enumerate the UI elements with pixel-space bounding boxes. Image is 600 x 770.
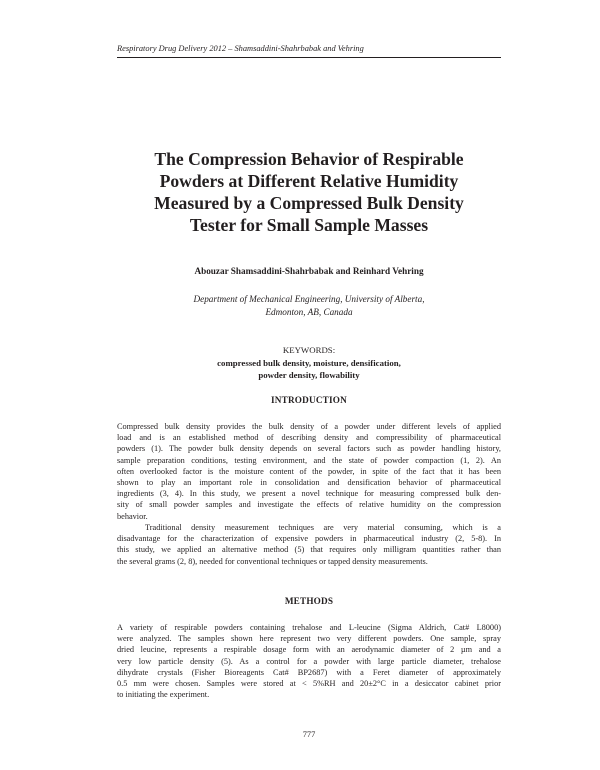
text-line: sity of small powder samples and investigate the effects of relative humidity on the compression [117, 500, 501, 510]
introduction-heading: INTRODUCTION [271, 395, 347, 405]
text-line: to initiating the experiment. [117, 690, 210, 700]
text-line: 0.5 mm were chosen. Samples were stored at < 5%RH and 20±2°C in a desiccator cabinet prior [117, 679, 501, 689]
methods-paragraph-1 [117, 622, 501, 700]
title-line: Powders at Different Relative Humidity [159, 171, 459, 191]
running-head: Respiratory Drug Delivery 2012 – Shamsaddini-Shahrbabak and Vehring [117, 44, 364, 53]
keywords-list-continued: powder density, flowability [258, 370, 360, 380]
text-line: Compressed bulk density provides the bulk density of a powder under different levels of applied [117, 422, 501, 431]
affiliation [117, 293, 501, 319]
text-line: were analyzed. The samples shown here represent two very different powders. One sample, spray [117, 634, 501, 644]
text-line: load and is an established method of describing density and compressibility of pharmaceutical [117, 433, 501, 443]
title-line: Measured by a Compressed Bulk Density [154, 193, 464, 213]
text-line: Traditional density measurement techniques are very material consuming, which is a [145, 523, 501, 532]
text-line: dried leucine, represents a respirable dosage form with an aerodynamic diameter of 2 µm and a [117, 645, 501, 655]
affiliation-line: Department of Mechanical Engineering, University of Alberta, [193, 294, 425, 304]
text-line: the several grams (2, 8), needed for conventional techniques or tapped density measurements. [117, 556, 428, 566]
header-rule [117, 57, 501, 58]
introduction-paragraph-2 [117, 522, 501, 567]
text-line: sample preparation conditions, testing environment, and the state of powder compaction (1, 2). An [117, 455, 501, 465]
title-line: Tester for Small Sample Masses [189, 215, 429, 235]
page-number: 777 [302, 730, 316, 739]
keywords-label: KEYWORDS: [282, 345, 336, 355]
introduction-paragraph-1 [117, 421, 501, 522]
text-line: A variety of respirable powders containing trehalose and L-leucine (Sigma Aldrich, Cat# L8000) [117, 623, 501, 632]
text-line: shown to play an important role in consolidation and densification behavior of pharmaceutical [117, 478, 501, 488]
text-line: this study, we applied an alternative method (5) that requires only milligram quantities rather than [117, 545, 501, 555]
methods-heading: METHODS [284, 596, 334, 606]
affiliation-line: Edmonton, AB, Canada [265, 307, 353, 317]
text-line: behavior. [117, 511, 148, 521]
text-line: ingredients (3, 4). In this study, we present a novel technique for measuring compressed bulk den- [117, 489, 501, 499]
text-line: powders (1). The powder bulk density depends on several factors such as powder handling history, [117, 444, 501, 454]
text-line: very low particle density (5). As a control for a powder with large particle diameter, trehalose [117, 656, 501, 666]
keywords-list: compressed bulk density, moisture, densification, [217, 357, 401, 368]
text-line: disadvantage for the characterization of expensive powders in pharmaceutical industry (2, 5-8). In [117, 534, 501, 544]
keywords-line [117, 344, 501, 369]
text-line: often overlooked factor is the moisture content of the powder, in spite of the fact that it has been [117, 466, 501, 476]
title-line: The Compression Behavior of Respirable [154, 149, 464, 169]
keywords [117, 344, 501, 382]
text-line: dihydrate crystals (Fisher Bioreagents Cat# BP2687) with a Feret diameter of approximately [117, 667, 501, 677]
paper-title [100, 148, 518, 236]
authors: Abouzar Shamsaddini-Shahrbabak and Reinhard Vehring [194, 266, 424, 276]
